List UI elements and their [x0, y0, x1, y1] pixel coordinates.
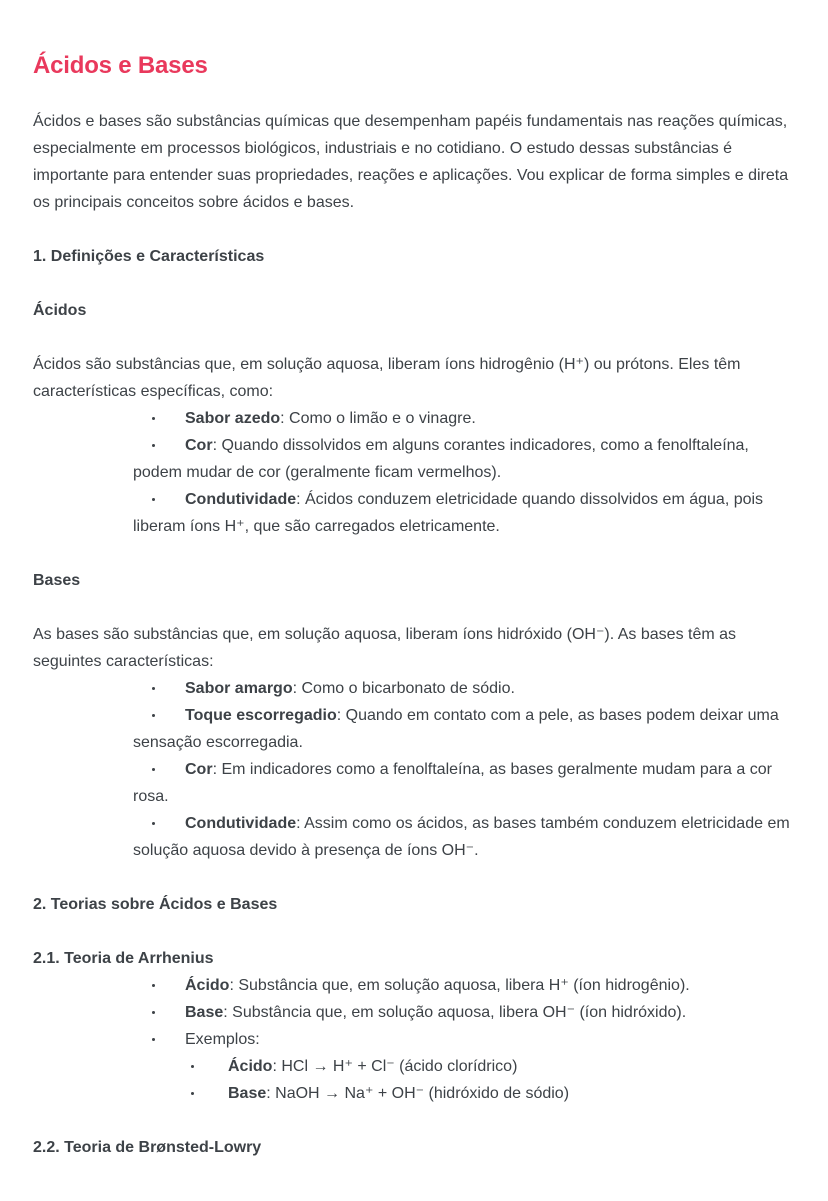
bullet-text: : Em indicadores como a fenolftaleína, as bases geralmente mudam para a cor rosa. [133, 761, 772, 805]
bullet-text: : Como o bicarbonato de sódio. [292, 680, 515, 697]
bullet-term: Toque escorregadio [185, 707, 337, 724]
list-item [33, 1053, 793, 1080]
bases-bullet-list [33, 675, 793, 864]
bullet-term: Cor [185, 437, 213, 454]
arrhenius-examples-list [33, 1053, 793, 1107]
acids-intro-paragraph: Ácidos são substâncias que, em solução aquosa, liberam íons hidrogênio (H⁺) ou prótons. Eles têm características específicas, como: [33, 356, 741, 400]
intro-paragraph: Ácidos e bases são substâncias químicas que desempenham papéis fundamentais nas reações químicas, especialmente em processos biológicos, industriais e no cotidiano. O estudo dessas substâncias é importante para entender suas propriedades, reações e aplicações. Vou explicar de forma simples e direta os principais conceitos sobre ácidos e bases. [33, 113, 789, 211]
arrhenius-heading: 2.1. Teoria de Arrhenius [33, 950, 214, 967]
acids-bullet-list [33, 405, 793, 540]
bullet-text: : Assim como os ácidos, as bases também conduzem eletricidade em solução aquosa devido à presença de íons OH⁻. [133, 815, 790, 859]
bullet-text: : NaOH → Na⁺ + OH⁻ (hidróxido de sódio) [266, 1085, 570, 1102]
bullet-text: : Ácidos conduzem eletricidade quando dissolvidos em água, pois liberam íons H⁺, que são carregados eletricamente. [133, 491, 764, 535]
list-item [33, 405, 793, 432]
bullet-text: : HCl → H⁺ + Cl⁻ (ácido clorídrico) [272, 1058, 518, 1075]
bullet-term: Base [185, 1004, 224, 1021]
list-item [33, 675, 793, 702]
section-1-heading: 1. Definições e Características [33, 248, 265, 265]
list-item [33, 702, 793, 756]
bases-intro-paragraph: As bases são substâncias que, em solução aquosa, liberam íons hidróxido (OH⁻). As bases têm as seguintes características: [33, 626, 737, 670]
bases-heading: Bases [33, 572, 81, 589]
list-item [33, 486, 793, 540]
bullet-text: : Como o limão e o vinagre. [280, 410, 476, 427]
list-item [33, 1080, 793, 1107]
bullet-text: : Substância que, em solução aquosa, libera H⁺ (íon hidrogênio). [229, 977, 690, 994]
page-title: Ácidos e Bases [33, 52, 208, 79]
bullet-text: : Quando dissolvidos em alguns corantes indicadores, como a fenolftaleína, podem mudar de cor (geralmente ficam vermelhos). [133, 437, 749, 481]
bullet-text: : Quando em contato com a pele, as bases podem deixar uma sensação escorregadia. [133, 707, 779, 751]
bullet-term: Condutividade [185, 815, 297, 832]
bullet-term: Ácido [185, 977, 230, 994]
list-item [33, 1026, 793, 1053]
acids-heading: Ácidos [33, 302, 87, 319]
list-item [33, 810, 793, 864]
bullet-text: Exemplos: [185, 1031, 260, 1048]
list-item [33, 432, 793, 486]
bullet-term: Sabor amargo [185, 680, 293, 697]
list-item [33, 756, 793, 810]
section-2-heading: 2. Teorias sobre Ácidos e Bases [33, 896, 278, 913]
bullet-term: Ácido [228, 1058, 273, 1075]
bronsted-heading: 2.2. Teoria de Brønsted-Lowry [33, 1139, 262, 1156]
list-item [33, 972, 793, 999]
arrhenius-bullet-list [33, 972, 793, 1053]
bullet-term: Cor [185, 761, 213, 778]
bullet-term: Sabor azedo [185, 410, 281, 427]
bullet-text: : Substância que, em solução aquosa, libera OH⁻ (íon hidróxido). [223, 1004, 687, 1021]
bullet-term: Base [228, 1085, 267, 1102]
bullet-term: Condutividade [185, 491, 297, 508]
list-item [33, 999, 793, 1026]
